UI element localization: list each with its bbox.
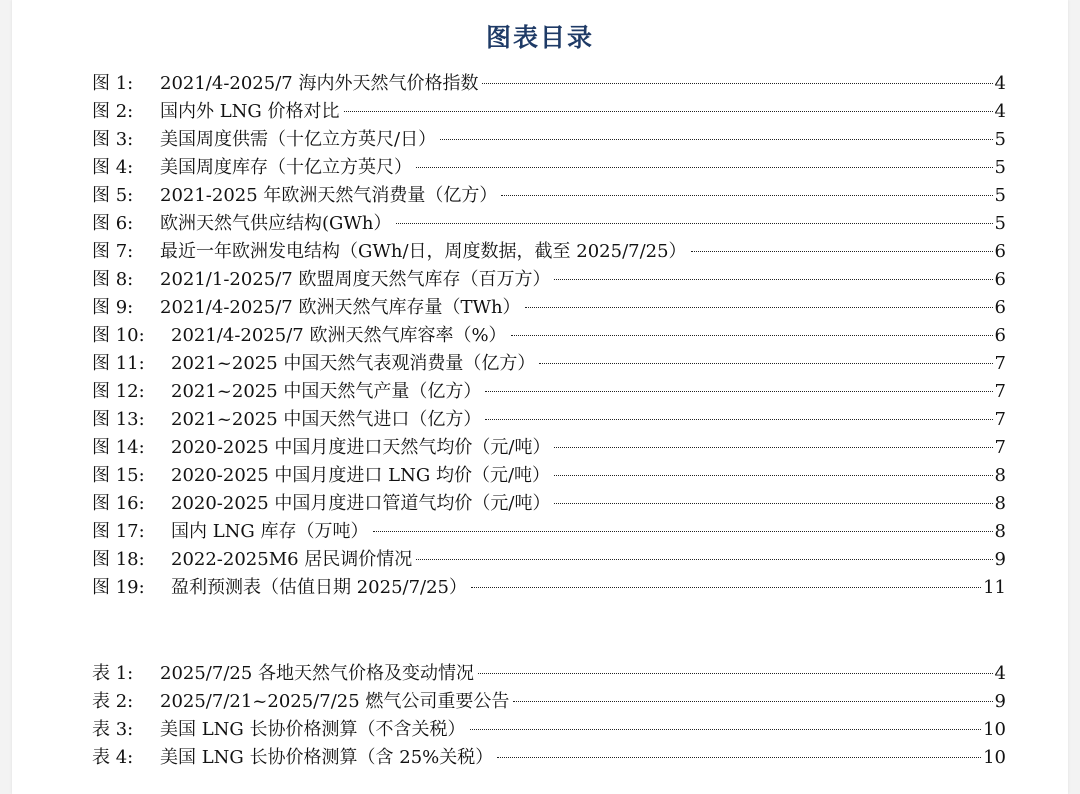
toc-entry-table-2[interactable] [92, 688, 1006, 716]
entry-label: 图 17: [92, 521, 145, 542]
entry-page: 5 [994, 157, 1006, 178]
toc-entry-figure-4[interactable] [92, 154, 1006, 182]
entry-title: 美国周度库存（十亿立方英尺） [160, 157, 412, 178]
entry-label: 表 2: [92, 691, 134, 712]
dot-leader [554, 446, 992, 448]
entry-title: 美国周度供需（十亿立方英尺/日） [160, 129, 437, 150]
entry-page: 8 [994, 521, 1006, 542]
entry-label: 图 19: [92, 577, 145, 598]
dot-leader [416, 558, 992, 560]
entry-title: 最近一年欧洲发电结构（GWh/日，周度数据，截至 2025/7/25） [160, 241, 687, 262]
entry-label: 图 12: [92, 381, 145, 402]
dot-leader [554, 502, 992, 504]
toc-entry-table-1[interactable] [92, 660, 1006, 688]
entry-page: 7 [994, 353, 1006, 374]
entry-title: 欧洲天然气供应结构(GWh） [160, 213, 392, 234]
entry-title: 2022-2025M6 居民调价情况 [171, 549, 413, 570]
entry-page: 9 [994, 549, 1006, 570]
entry-page: 10 [983, 719, 1006, 740]
toc-entry-table-3[interactable] [92, 716, 1006, 744]
entry-label: 图 3: [92, 129, 134, 150]
toc-entry-figure-8[interactable] [92, 266, 1006, 294]
toc-entry-figure-11[interactable] [92, 350, 1006, 378]
entry-page: 8 [994, 493, 1006, 514]
entry-title: 2020-2025 中国月度进口 LNG 均价（元/吨） [171, 465, 551, 486]
entry-page: 6 [994, 241, 1006, 262]
entry-label: 图 7: [92, 241, 134, 262]
entry-label: 图 11: [92, 353, 145, 374]
document-page [12, 0, 1068, 794]
toc-entry-figure-6[interactable] [92, 210, 1006, 238]
entry-label: 图 16: [92, 493, 145, 514]
entry-label: 图 8: [92, 269, 134, 290]
toc-entry-figure-5[interactable] [92, 182, 1006, 210]
dot-leader [440, 138, 992, 140]
entry-title: 2020-2025 中国月度进口天然气均价（元/吨） [171, 437, 551, 458]
entry-title: 2021~2025 中国天然气进口（亿方） [171, 409, 482, 430]
toc-entry-figure-12[interactable] [92, 378, 1006, 406]
dot-leader [539, 362, 992, 364]
entry-title: 2021/4-2025/7 欧洲天然气库存量（TWh） [160, 297, 521, 318]
entry-page: 6 [994, 325, 1006, 346]
entry-label: 图 14: [92, 437, 145, 458]
entry-title: 2025/7/25 各地天然气价格及变动情况 [160, 663, 475, 684]
entry-page: 4 [994, 101, 1006, 122]
entry-title: 2021/1-2025/7 欧盟周度天然气库存（百万方） [160, 269, 551, 290]
entry-title: 2021/4-2025/7 欧洲天然气库容率（%） [171, 325, 507, 346]
entry-label: 表 1: [92, 663, 134, 684]
dot-leader [554, 278, 992, 280]
entry-title: 国内 LNG 库存（万吨） [171, 521, 369, 542]
entry-label: 图 18: [92, 549, 145, 570]
entry-label: 图 9: [92, 297, 134, 318]
figure-list [92, 70, 1006, 602]
toc-entry-figure-19[interactable] [92, 574, 1006, 602]
dot-leader [497, 756, 981, 758]
entry-label: 表 3: [92, 719, 134, 740]
toc-entry-figure-17[interactable] [92, 518, 1006, 546]
dot-leader [501, 194, 992, 196]
entry-title: 2020-2025 中国月度进口管道气均价（元/吨） [171, 493, 551, 514]
toc-entry-figure-2[interactable] [92, 98, 1006, 126]
toc-entry-table-4[interactable] [92, 744, 1006, 772]
entry-page: 9 [994, 691, 1006, 712]
dot-leader [344, 110, 993, 112]
toc-entry-figure-18[interactable] [92, 546, 1006, 574]
entry-title: 2021-2025 年欧洲天然气消费量（亿方） [160, 185, 498, 206]
dot-leader [485, 390, 992, 392]
page-title: 图表目录 [485, 23, 594, 52]
toc-entry-figure-13[interactable] [92, 406, 1006, 434]
entry-page: 5 [994, 213, 1006, 234]
entry-page: 5 [994, 129, 1006, 150]
dot-leader [396, 222, 993, 224]
toc-entry-figure-9[interactable] [92, 294, 1006, 322]
dot-leader [525, 306, 993, 308]
entry-page: 4 [994, 663, 1006, 684]
entry-page: 7 [994, 409, 1006, 430]
entry-page: 8 [994, 465, 1006, 486]
toc-entry-figure-16[interactable] [92, 490, 1006, 518]
entry-page: 11 [983, 577, 1006, 598]
toc-entry-figure-7[interactable] [92, 238, 1006, 266]
entry-label: 图 4: [92, 157, 134, 178]
entry-title: 2021~2025 中国天然气产量（亿方） [171, 381, 482, 402]
entry-label: 图 15: [92, 465, 145, 486]
entry-page: 4 [994, 73, 1006, 94]
dot-leader [691, 250, 993, 252]
entry-page: 7 [994, 437, 1006, 458]
entry-title: 2021/4-2025/7 海内外天然气价格指数 [160, 73, 479, 94]
entry-label: 图 6: [92, 213, 134, 234]
toc-entry-figure-1[interactable] [92, 70, 1006, 98]
dot-leader [470, 728, 982, 730]
entry-label: 图 13: [92, 409, 145, 430]
entry-label: 图 1: [92, 73, 134, 94]
entry-page: 7 [994, 381, 1006, 402]
entry-label: 图 2: [92, 101, 134, 122]
entry-page: 5 [994, 185, 1006, 206]
entry-title: 盈利预测表（估值日期 2025/7/25） [171, 577, 468, 598]
entry-label: 图 10: [92, 325, 145, 346]
dot-leader [485, 418, 992, 420]
dot-leader [554, 474, 993, 476]
toc-entry-figure-14[interactable] [92, 434, 1006, 462]
entry-page: 6 [994, 297, 1006, 318]
toc-entry-figure-10[interactable] [92, 322, 1006, 350]
entry-page: 6 [994, 269, 1006, 290]
dot-leader [511, 334, 993, 336]
dot-leader [373, 530, 993, 532]
entry-label: 图 5: [92, 185, 134, 206]
dot-leader [478, 672, 993, 674]
entry-title: 国内外 LNG 价格对比 [160, 101, 340, 122]
dot-leader [471, 586, 981, 588]
toc-entry-figure-3[interactable] [92, 126, 1006, 154]
dot-leader [513, 700, 992, 702]
entry-title: 美国 LNG 长协价格测算（含 25%关税） [160, 747, 494, 768]
entry-label: 表 4: [92, 747, 134, 768]
dot-leader [416, 166, 993, 168]
toc-entry-figure-15[interactable] [92, 462, 1006, 490]
table-list [92, 660, 1006, 772]
entry-title: 2025/7/21~2025/7/25 燃气公司重要公告 [160, 691, 510, 712]
dot-leader [482, 82, 992, 84]
entry-title: 美国 LNG 长协价格测算（不含关税） [160, 719, 466, 740]
entry-page: 10 [983, 747, 1006, 768]
entry-title: 2021~2025 中国天然气表观消费量（亿方） [171, 353, 536, 374]
